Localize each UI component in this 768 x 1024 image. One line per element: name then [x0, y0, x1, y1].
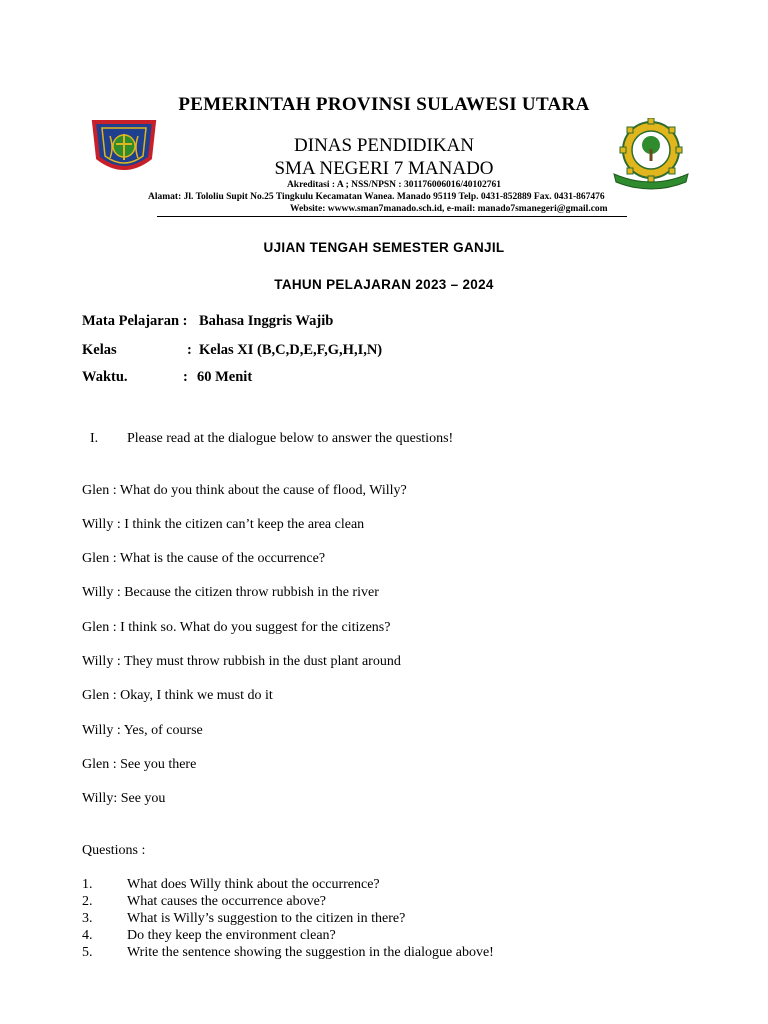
question-text: What does Willy think about the occurrence?: [127, 877, 380, 892]
dialogue-line: Willy : Yes, of course: [82, 723, 203, 738]
info-subject-label: Mata Pelajaran :: [82, 313, 188, 329]
exam-title: UJIAN TENGAH SEMESTER GANJIL: [263, 240, 505, 255]
exam-year: TAHUN PELAJARAN 2023 – 2024: [274, 277, 494, 292]
info-class-sep: :: [187, 342, 192, 358]
school-name: SMA NEGERI 7 MANADO: [274, 158, 494, 179]
dialogue-line: Glen : Okay, I think we must do it: [82, 688, 273, 703]
question-number: 2.: [82, 894, 93, 909]
question-text: What is Willy’s suggestion to the citizen in there?: [127, 911, 406, 926]
question-text: What causes the occurrence above?: [127, 894, 326, 909]
dialogue-line: Glen : See you there: [82, 757, 197, 772]
section-number: I.: [90, 431, 99, 446]
questions-heading: Questions :: [82, 843, 146, 858]
info-subject-value: Bahasa Inggris Wajib: [199, 313, 334, 329]
dialogue-line: Glen : I think so. What do you suggest for the citizens?: [82, 620, 391, 635]
dialogue-line: Willy : They must throw rubbish in the dust plant around: [82, 654, 401, 669]
dialogue-line: Willy: See you: [82, 791, 166, 806]
dialogue-line: Glen : What do you think about the cause of flood, Willy?: [82, 483, 407, 498]
info-time-sep: :: [183, 369, 188, 385]
government-title: PEMERINTAH PROVINSI SULAWESI UTARA: [178, 94, 590, 115]
website-line: Website: wwww.sman7manado.sch.id, e-mail: manado7smanegeri@gmail.com: [290, 204, 608, 214]
info-time-value: 60 Menit: [197, 369, 253, 385]
question-text: Write the sentence showing the suggestion in the dialogue above!: [127, 945, 494, 960]
info-class-value: Kelas XI (B,C,D,E,F,G,H,I,N): [199, 342, 383, 358]
info-class-label: Kelas: [82, 342, 117, 358]
dialogue-line: Glen : What is the cause of the occurrence?: [82, 551, 326, 566]
info-time-label: Waktu.: [82, 369, 128, 385]
question-number: 3.: [82, 911, 93, 926]
question-number: 4.: [82, 928, 93, 943]
accreditation-line: Akreditasi : A ; NSS/NPSN : 301176006016/40102761: [286, 180, 502, 190]
dialogue-line: Willy : I think the citizen can’t keep the area clean: [82, 517, 365, 532]
letterhead-divider: [157, 216, 627, 217]
question-number: 5.: [82, 945, 93, 960]
address-line: Alamat: Jl. Tololiu Supit No.25 Tingkulu Kecamatan Wanea. Manado 95119 Telp. 0431-852889 Fax. 0431-867476: [148, 192, 605, 202]
dialogue-line: Willy : Because the citizen throw rubbish in the river: [82, 585, 379, 600]
question-number: 1.: [82, 877, 93, 892]
agency-name: DINAS PENDIDIKAN: [294, 135, 474, 156]
section-instruction: Please read at the dialogue below to answer the questions!: [127, 431, 454, 446]
question-text: Do they keep the environment clean?: [127, 928, 336, 943]
